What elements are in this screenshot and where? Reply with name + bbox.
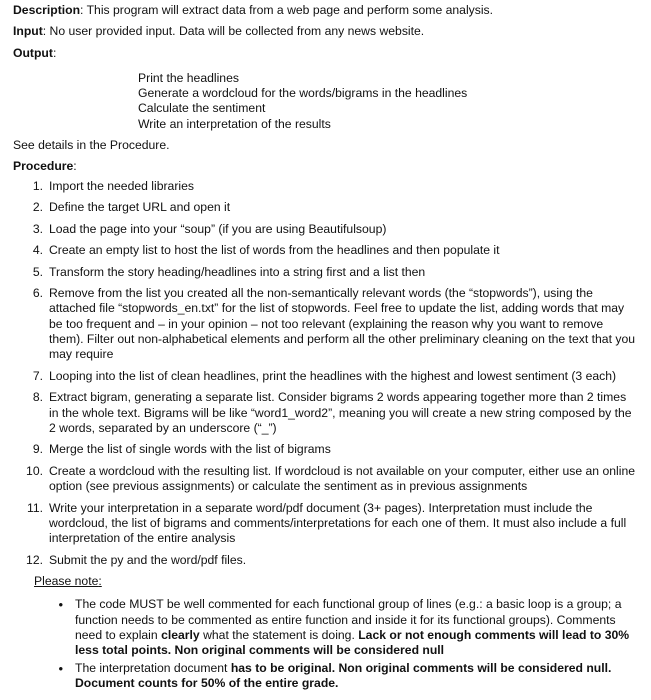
output-item: Write an interpretation of the results: [138, 116, 331, 131]
output-line: [13, 46, 638, 61]
output-colon: :: [52, 45, 57, 60]
note-item: [13, 597, 638, 658]
note-1-part-1: The code MUST be well commented for each functional group of lines (e.g.: a basic loop is a group; a function needs to be commented as entire function and inside it for its functional groups). Comments need to explain: [75, 597, 622, 643]
please-note-colon: :: [98, 574, 102, 589]
procedure-step: [13, 501, 638, 547]
input-text: : No user provided input. Data will be collected from any news website.: [42, 24, 425, 39]
assignment-document: [13, 3, 638, 693]
procedure-step: [13, 390, 638, 436]
step-number: 3.: [32, 221, 43, 236]
step-text: Define the target URL and open it: [49, 200, 231, 215]
procedure-step: [13, 442, 638, 457]
step-number: 2.: [32, 200, 43, 215]
procedure-list: [13, 179, 638, 568]
see-details-line: See details in the Procedure.: [13, 138, 170, 153]
step-number: 11.: [26, 500, 43, 515]
procedure-label: Procedure: [13, 159, 74, 174]
note-2-bold-1: has to be original. Non original comments will be considered null. Document counts for 50% of the entire grade.: [75, 660, 612, 690]
step-number: 5.: [32, 264, 43, 279]
procedure-step: [13, 200, 638, 215]
procedure-colon: :: [73, 159, 77, 174]
step-number: 8.: [32, 390, 43, 405]
step-number: 7.: [32, 368, 43, 383]
procedure-step: [13, 222, 638, 237]
please-note-label: Please note: [34, 574, 99, 589]
step-number: 12.: [26, 552, 43, 567]
step-text: Remove from the list you created all the non-semantically relevant words (the “stopwords”), using the attached file “stopwords_en.txt” for the list of stopwords. Feel free to update the list, adding words that may be too frequent and – in your opinion – not too relevant (explaining the reason why you want to remove them). Filter out non-alphabetical elements and perform all the other preliminary cleaning on the text that you may require: [49, 286, 635, 362]
please-note-heading: [34, 574, 638, 589]
note-item: [13, 661, 638, 692]
step-text: Load the page into your “soup” (if you are using Beautifulsoup): [49, 221, 387, 236]
step-text: Transform the story heading/headlines into a string first and a list then: [49, 264, 426, 279]
procedure-step: [13, 179, 638, 194]
procedure-step: [13, 553, 638, 568]
notes-list: [13, 597, 638, 691]
step-number: 6.: [32, 286, 43, 301]
step-text: Write your interpretation in a separate word/pdf document (3+ pages). Interpretation must include the wordcloud, the list of bigrams and comments/interpretations for each one of them. It must also include a full interpretation of the entire analysis: [49, 500, 627, 546]
procedure-step: [13, 286, 638, 362]
output-item: Calculate the sentiment: [138, 101, 266, 116]
description-text: : This program will extract data from a web page and perform some analysis.: [80, 3, 494, 17]
step-text: Create a wordcloud with the resulting list. If wordcloud is not available on your computer, either use an online option (see previous assignments) or calculate the sentiment as in previous assignments: [49, 463, 635, 494]
note-text: [75, 661, 638, 692]
output-label: Output: [13, 45, 53, 60]
step-number: 4.: [32, 243, 43, 258]
step-text: Create an empty list to host the list of words from the headlines and then populate it: [49, 243, 500, 258]
bullet-icon: •: [58, 660, 63, 676]
note-1-bold-1: clearly: [161, 628, 200, 643]
step-text: Extract bigram, generating a separate list. Consider bigrams 2 words appearing together more than 2 times in the whole text. Bigrams will be like “word1_word2”, meaning you will create a new string composed by the 2 words, separated by an underscore (“_”): [49, 390, 632, 435]
input-label: Input: [13, 24, 43, 39]
note-text: [75, 597, 638, 658]
procedure-step: [13, 243, 638, 258]
step-text: Submit the py and the word/pdf files.: [49, 552, 247, 567]
description-label: Description: [13, 3, 81, 17]
description-line: [13, 3, 638, 18]
step-text: Looping into the list of clean headlines, print the headlines with the highest and lowest sentiment (3 each): [49, 368, 617, 383]
step-number: 10.: [26, 463, 43, 478]
procedure-step: [13, 265, 638, 280]
procedure-step: [13, 369, 638, 384]
bullet-icon: •: [58, 597, 63, 613]
output-item: Print the headlines: [138, 70, 239, 85]
note-1-part-2: what the statement is doing.: [199, 628, 359, 643]
note-2-part-1: The interpretation document: [75, 660, 231, 675]
procedure-step: [13, 464, 638, 495]
step-number: 9.: [32, 442, 43, 457]
note-1-bold-2: Lack or not enough comments will lead to 30% less total points. Non original comments will be considered null: [75, 628, 630, 658]
procedure-heading: [13, 159, 638, 174]
output-list: [138, 71, 638, 132]
step-number: 1.: [32, 178, 43, 193]
step-text: Merge the list of single words with the list of bigrams: [49, 442, 331, 457]
step-text: Import the needed libraries: [49, 178, 194, 193]
input-line: [13, 24, 638, 39]
output-item: Generate a wordcloud for the words/bigrams in the headlines: [138, 86, 468, 101]
